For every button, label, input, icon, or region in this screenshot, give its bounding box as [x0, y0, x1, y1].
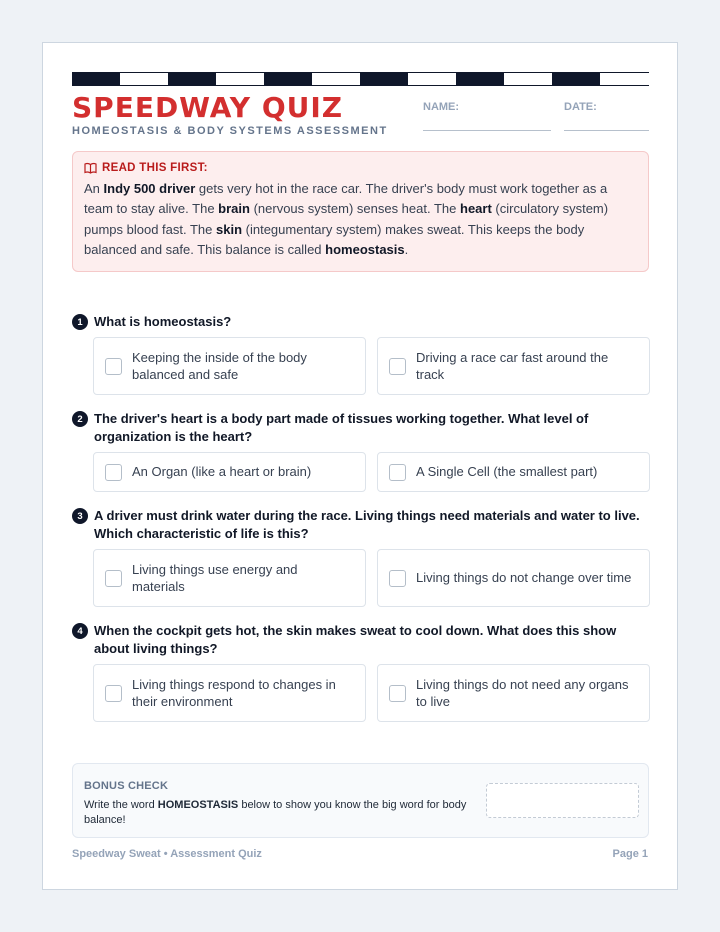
intro-text-segment: gets very hot in the race car. The driver's body must work together as a team to stay alive. The: [84, 181, 608, 217]
question-4: [72, 622, 649, 709]
answer-option[interactable]: [377, 452, 650, 492]
checkbox[interactable]: [105, 464, 122, 481]
bonus-text-before: Write the word: [84, 799, 158, 811]
answer-option-label: A Single Cell (the smallest part): [416, 464, 598, 480]
date-field[interactable]: [564, 130, 649, 131]
intro-keyword: homeostasis: [325, 241, 405, 257]
bonus-answer-field[interactable]: [486, 783, 639, 818]
answer-option[interactable]: [377, 664, 650, 722]
answer-option[interactable]: [93, 549, 366, 607]
answer-option-label: An Organ (like a heart or brain): [132, 464, 312, 480]
intro-heading: READ THIS FIRST:: [102, 162, 208, 174]
date-label: DATE:: [564, 101, 597, 113]
checkbox[interactable]: [105, 358, 122, 375]
answer-option-label: Keeping the inside of the body balanced and safe: [132, 349, 307, 382]
name-field[interactable]: [423, 130, 551, 131]
question-number-badge: 1: [72, 314, 88, 330]
question-text: The driver's heart is a body part made of tissues working together. What level of organization is the heart?: [94, 411, 589, 444]
intro-text-segment: An: [84, 181, 104, 196]
answer-option[interactable]: [93, 452, 366, 492]
question-header: [72, 622, 649, 658]
intro-text: [84, 179, 637, 260]
answer-options: [93, 337, 650, 395]
bonus-instructions: [84, 798, 494, 828]
checkered-flag-stripe: [72, 72, 649, 86]
intro-text-segment: (circulatory system) pumps blood fast. The: [84, 201, 609, 237]
page-number: Page 1: [612, 848, 648, 860]
question-number-badge: 3: [72, 508, 88, 524]
intro-keyword: heart: [460, 201, 492, 217]
answer-options: [93, 452, 650, 492]
answer-option-label: Living things respond to changes in their environment: [132, 676, 336, 709]
answer-option-label: Driving a race car fast around the track: [416, 349, 609, 382]
answer-option-label: Living things do not need any organs to live: [416, 676, 629, 709]
answer-option[interactable]: [93, 664, 366, 722]
intro-keyword: skin: [216, 221, 243, 237]
answer-options: [93, 664, 650, 722]
question-number-badge: 2: [72, 411, 88, 427]
checkbox[interactable]: [389, 358, 406, 375]
intro-keyword: Indy 500 driver: [103, 181, 196, 196]
question-header: [72, 410, 649, 446]
answer-options: [93, 549, 650, 607]
intro-text-segment: (nervous system) senses heat. The: [249, 201, 460, 217]
bonus-text-after: below to show you know the big word for body balance!: [84, 799, 467, 826]
quiz-subtitle: HOMEOSTASIS & BODY SYSTEMS ASSESSMENT: [72, 125, 388, 137]
question-2: [72, 410, 649, 480]
question-1: [72, 313, 649, 382]
answer-option[interactable]: [377, 549, 650, 607]
question-text: What is homeostasis?: [94, 314, 232, 329]
footer-title: Speedway Sweat • Assessment Quiz: [72, 848, 262, 860]
intro-keyword: brain: [218, 201, 250, 217]
answer-option-label: Living things do not change over time: [416, 570, 632, 586]
name-label: NAME:: [423, 101, 460, 113]
quiz-title: SPEEDWAY QUIZ: [72, 91, 344, 124]
book-open-icon: [84, 162, 97, 174]
worksheet-page: [42, 42, 678, 890]
question-header: [72, 313, 649, 331]
question-text: When the cockpit gets hot, the skin makes sweat to cool down. What does this show about living things?: [94, 623, 617, 656]
answer-option[interactable]: [93, 337, 366, 395]
intro-text-segment: (integumentary system) makes sweat. This keeps the body balanced and safe. This balance is called: [84, 221, 585, 257]
checkbox[interactable]: [389, 464, 406, 481]
intro-heading-row: [84, 162, 637, 174]
question-header: [72, 507, 649, 543]
bonus-title: BONUS CHECK: [84, 780, 169, 792]
checkbox[interactable]: [105, 685, 122, 702]
intro-callout: [72, 151, 649, 272]
checkbox[interactable]: [389, 685, 406, 702]
intro-text-segment: .: [404, 241, 409, 257]
checkbox[interactable]: [389, 570, 406, 587]
question-3: [72, 507, 649, 594]
bonus-check-box: [72, 763, 649, 838]
question-number-badge: 4: [72, 623, 88, 639]
question-text: A driver must drink water during the race. Living things need materials and water to live. Which characteristic of life is this?: [94, 508, 640, 541]
answer-option-label: Living things use energy and materials: [132, 561, 298, 594]
checkbox[interactable]: [105, 570, 122, 587]
answer-option[interactable]: [377, 337, 650, 395]
bonus-keyword: HOMEOSTASIS: [157, 799, 239, 811]
